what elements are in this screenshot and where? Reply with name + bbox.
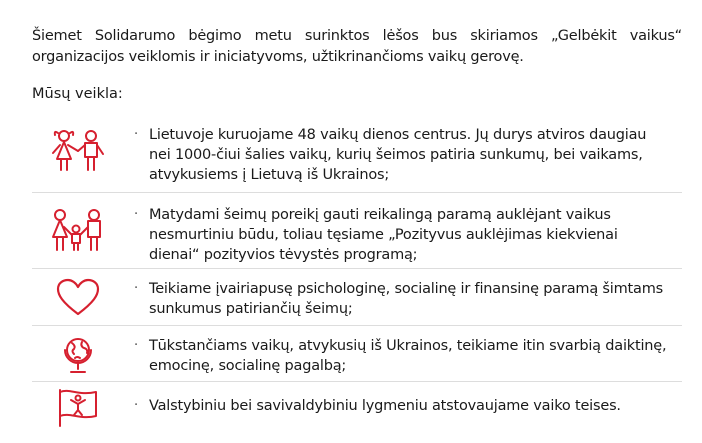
divider: [32, 381, 682, 382]
bullet: ·: [134, 338, 139, 353]
heart-icon: [46, 274, 110, 322]
activity-text: Lietuvoje kuruojame 48 vaikų dienos centrus. Jų durys atviros daugiau nei 1000-čiui šalies vaikų, kurių šeimos patiria sunkumų, bei vaikams, atvykusiems į Lietuvą iš Ukrainos;: [149, 127, 647, 183]
divider: [32, 268, 682, 269]
flag-child-icon: [46, 384, 110, 432]
activity-text: Valstybiniu bei savivaldybiniu lygmeniu atstovaujame vaiko teises.: [149, 398, 621, 414]
bullet: ·: [134, 127, 139, 142]
divider: [32, 192, 682, 193]
family-icon: [46, 206, 110, 254]
activity-text: Teikiame įvairiapusę psichologinę, socialinę ir finansinę paramą šimtams sunkumus patiriančių šeimų;: [149, 281, 663, 317]
bullet: ·: [134, 398, 139, 413]
globe-icon: [46, 331, 110, 379]
children-icon: [46, 126, 110, 174]
bullet: ·: [134, 207, 139, 222]
divider: [32, 325, 682, 326]
section-title: Mūsų veikla:: [32, 86, 123, 102]
intro-paragraph: Šiemet Solidarumo bėgimo metu surinktos lėšos bus skiriamos „Gelbėkit vaikus“ organizacijos veiklomis ir iniciatyvoms, užtikrinančioms vaikų gerovę.: [32, 28, 682, 65]
activity-text: Tūkstančiams vaikų, atvykusių iš Ukrainos, teikiame itin svarbią daiktinę, emocinę, socialinę pagalbą;: [149, 338, 667, 374]
activity-text: Matydami šeimų poreikį gauti reikalingą paramą auklėjant vaikus nesmurtiniu būdu, toliau tęsiame „Pozityvus auklėjimas kiekvienai dienai“ pozityvios tėvystės programą;: [149, 207, 618, 263]
bullet: ·: [134, 281, 139, 296]
